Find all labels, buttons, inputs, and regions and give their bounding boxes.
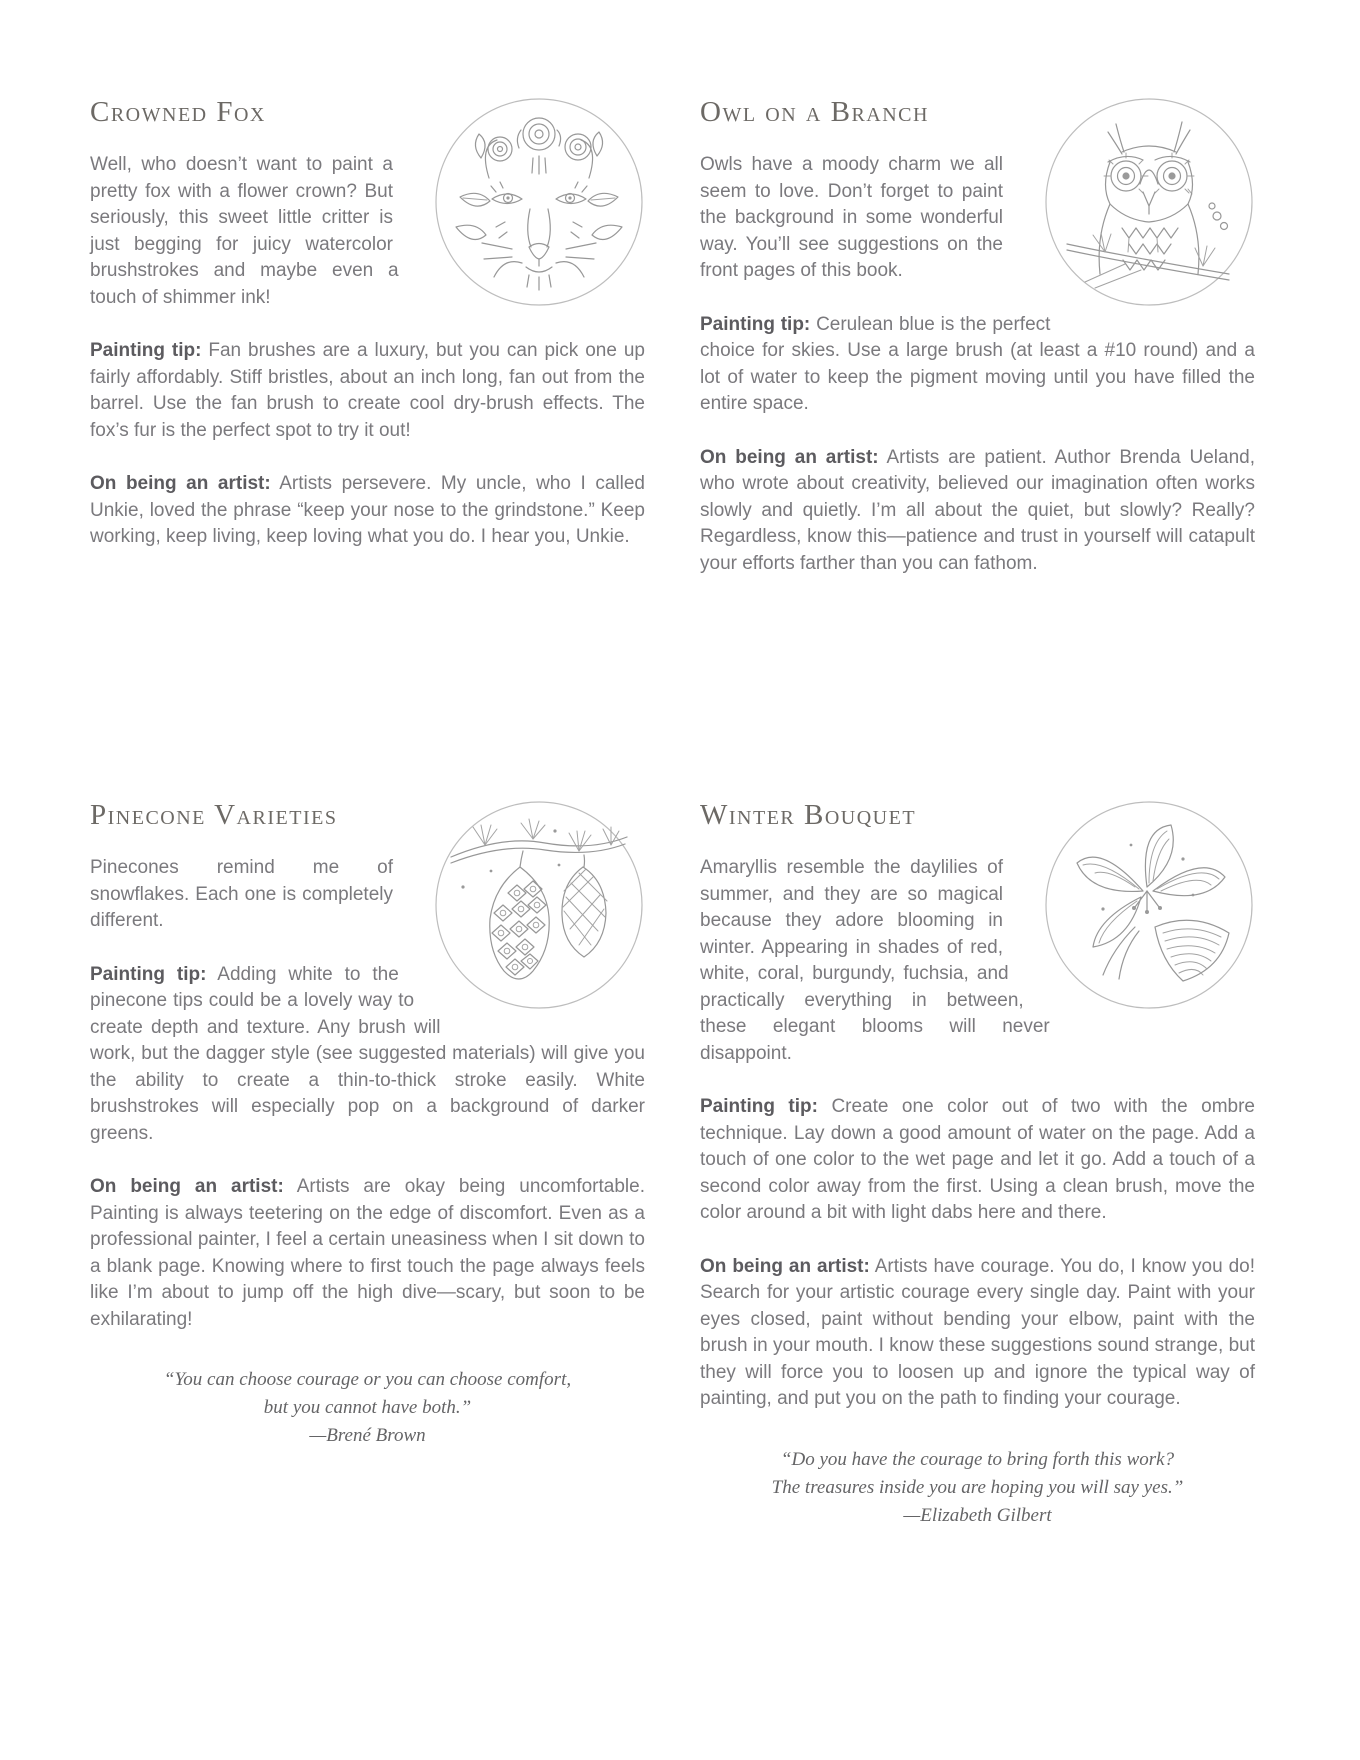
section-winter-bouquet [700, 799, 1255, 1530]
artist-label: On being an artist: [700, 1255, 870, 1277]
painting-tip-paragraph [700, 312, 1255, 418]
artist-paragraph [700, 445, 1255, 578]
painting-tip-label: Painting tip: [90, 340, 202, 361]
owl-illustration-icon [1043, 96, 1255, 308]
artist-label: On being an artist: [700, 446, 879, 468]
intro-paragraph: Pinecones remind me of snowflakes. Each one is completely different. [90, 857, 393, 931]
painting-tip-text: Cerulean blue is the perfect choice for skies. Use a large brush (at least a #10 round) and a lot of water to keep the pigment moving until you have filled the entire space. [700, 313, 1255, 414]
painting-tip-label: Painting tip: [700, 1096, 818, 1117]
owl-on-branch-illustration [1043, 96, 1255, 308]
quote [700, 1446, 1255, 1530]
quote-line: but you cannot have both.” [263, 1397, 472, 1418]
bouquet-illustration-icon [1043, 799, 1255, 1011]
artist-text: Artists are patient. Author Brenda Ueland, who wrote about creativity, believed our imagination often works slowly and quietly. I’m all about the quiet, but slowly? Really? Regardless, know this—patience and trust in yourself will catapult your efforts farther than you can fathom. [700, 446, 1256, 574]
intro-paragraph: Amaryllis resemble the daylilies of summer, and they are so magical because they adore blooming in winter. Appearing in shades of red, white, coral, burgundy, fuchsia, and practically everything in between, these elegant blooms will never disappoint. [700, 857, 1050, 1064]
quote-line: “Do you have the courage to bring forth this work? [780, 1448, 1175, 1470]
painting-tip-text: Create one color out of two with the ombre technique. Lay down a good amount of water on the page. Add a touch of one color to the wet page and let it go. Add a touch of a second color away from the first. Using a clean brush, move the color around a bit with light dabs here and there. [700, 1096, 1255, 1223]
quote-attribution: —Elizabeth Gilbert [903, 1504, 1052, 1526]
painting-tip-paragraph [700, 1094, 1255, 1227]
section-pinecone-varieties [90, 799, 645, 1450]
artist-text: Artists persevere. My uncle, who I called Unkie, loved the phrase “keep your nose to the grindstone.” Keep working, keep living, keep loving what you do. I hear you, Unkie. [90, 473, 645, 547]
artist-text: Artists have courage. You do, I know you do! Search for your artistic courage every single day. Paint with your eyes closed, paint without bending your elbow, paint with the brush in your mouth. I know these suggestions sound strange, but they will force you to loosen up and ignore the typical way of painting, and put you on the path to finding your courage. [700, 1255, 1256, 1409]
painting-tip-paragraph [90, 338, 645, 444]
artist-label: On being an artist: [90, 1176, 284, 1197]
section-title: Pinecone Varieties [90, 799, 338, 831]
quote-line: The treasures inside you are hoping you will say yes.” [771, 1476, 1184, 1498]
section-title: Crowned Fox [90, 96, 266, 128]
pinecones-on-branch-illustration [433, 799, 645, 1011]
pinecone-illustration-icon [433, 799, 645, 1011]
fox-illustration-icon [433, 96, 645, 308]
section-owl-on-a-branch [700, 96, 1255, 577]
painting-tip-text: Adding white to the pinecone tips could be a lovely way to create depth and texture. Any brush will work, but the dagger style (see suggested materials) will give you the ability to create a thin-to-thick stroke easily. White brushstrokes will especially pop on a background of darker greens. [90, 963, 645, 1144]
intro-paragraph: Owls have a moody charm we all seem to love. Don’t forget to paint the background in some wonderful way. You’ll see suggestions on the front pages of this book. [700, 154, 1003, 281]
quote-attribution: —Brené Brown [309, 1425, 426, 1446]
artist-label: On being an artist: [90, 473, 271, 494]
amaryllis-bouquet-illustration [1043, 799, 1255, 1011]
artist-paragraph [90, 1174, 645, 1333]
intro-paragraph: Well, who doesn’t want to paint a pretty fox with a flower crown? But seriously, this sweet little critter is just begging for juicy watercolor brushstrokes and maybe even a touch of shimmer ink! [90, 154, 399, 308]
section-title: Winter Bouquet [700, 799, 917, 831]
painting-tip-label: Painting tip: [700, 313, 811, 335]
painting-tip-text: Fan brushes are a luxury, but you can pick one up fairly affordably. Stiff bristles, about an inch long, fan out from the barrel. Use the fan brush to create cool dry-brush effects. The fox’s fur is the perfect spot to try it out! [90, 340, 645, 441]
section-crowned-fox [90, 96, 645, 551]
artist-paragraph [90, 471, 645, 551]
quote [90, 1366, 645, 1450]
two-column-layout [90, 96, 1255, 1530]
artist-paragraph [700, 1254, 1255, 1413]
fox-with-flower-crown-illustration [433, 96, 645, 308]
painting-tip-label: Painting tip: [90, 963, 207, 985]
section-title: Owl on a Branch [700, 96, 929, 128]
artist-text: Artists are okay being uncomfortable. Painting is always teetering on the edge of discomfort. Even as a professional painter, I feel a certain uneasiness when I sit down to a blank page. Knowing where to first touch the page always feels like I’m about to jump off the high dive—scary, but soon to be exhilarating! [90, 1176, 645, 1330]
quote-line: “You can choose courage or you can choose comfort, [163, 1369, 572, 1390]
